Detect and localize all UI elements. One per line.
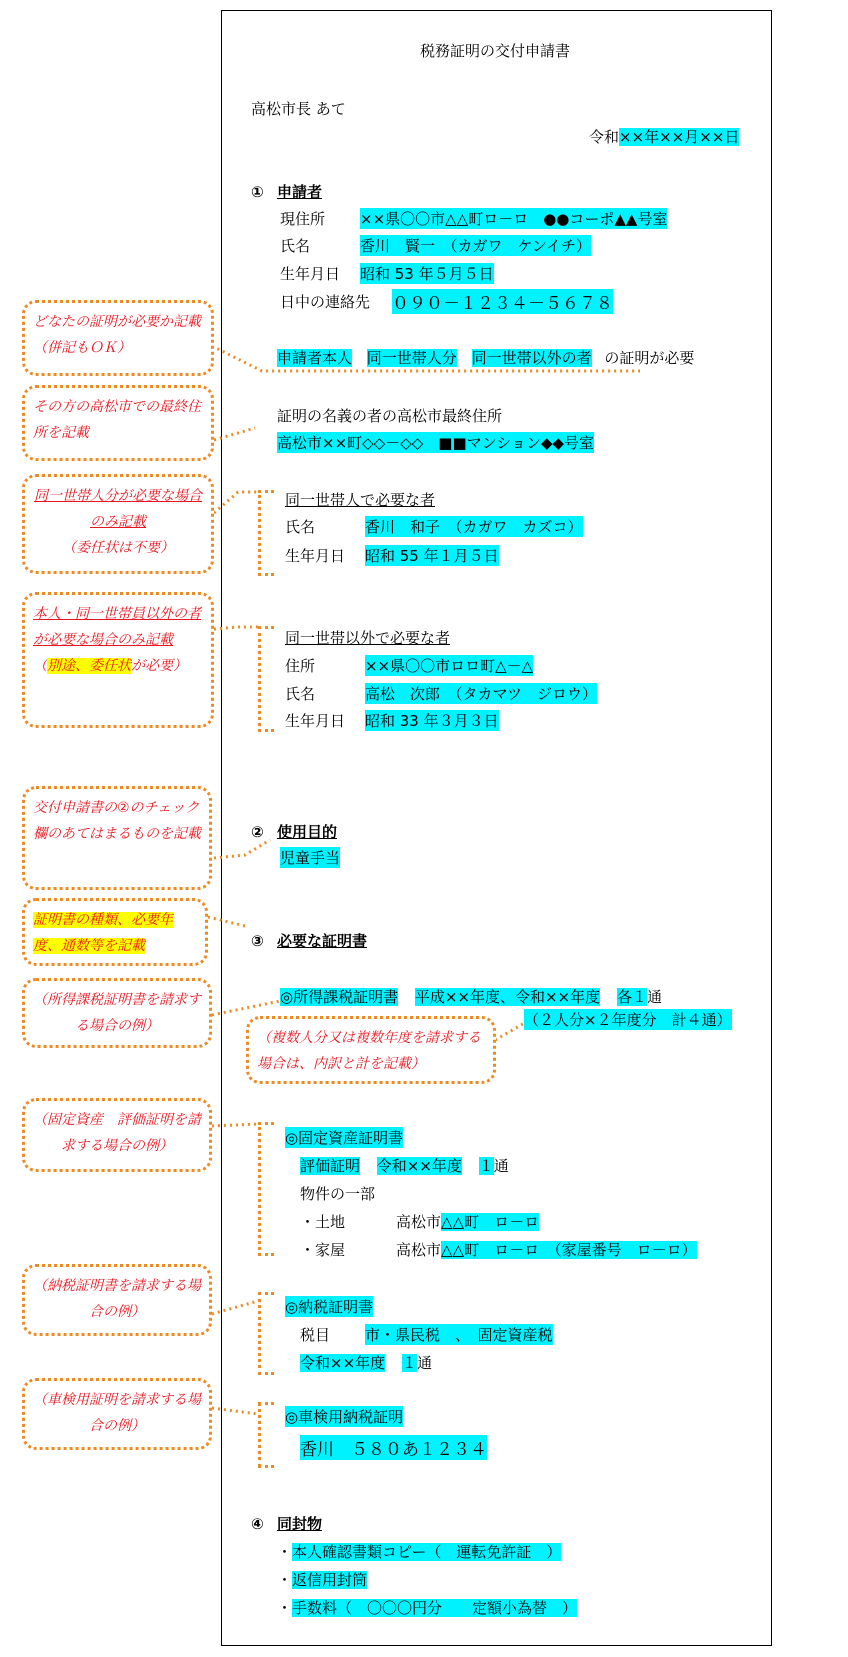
scope-household: 同一世帯人分 xyxy=(366,349,457,367)
applicant-birth-label: 生年月日 xyxy=(280,265,341,283)
section1-number: ① xyxy=(251,183,264,201)
enclosure-text: 返信用封筒 xyxy=(292,1571,368,1589)
section3-number: ③ xyxy=(251,932,264,950)
note-text: その方の高松市での最終住所を記載 xyxy=(33,399,201,441)
note-text: （納税証明書を請求する場合の例） xyxy=(33,1278,201,1320)
enclosure-text: 本人確認書類コピー（ 運転免許証 ） xyxy=(292,1543,562,1561)
enclosure-bullet: ・ xyxy=(277,1543,293,1561)
income-cert-breakdown: （２人分×２年度分 計４通） xyxy=(524,1011,732,1029)
note-tail: が必要） xyxy=(131,658,187,674)
note-other-person xyxy=(22,592,214,728)
note-text: 交付申請書の②のチェック欄のあてはまるものを記載 xyxy=(33,800,201,842)
note-purpose xyxy=(22,786,212,890)
other-birth: 昭和 33 年３月３日 xyxy=(365,712,499,730)
applicant-address: ××県〇〇市△△町ロ－ロ ●●コーポ▲▲号室 xyxy=(360,210,668,228)
section3-title: 必要な証明書 xyxy=(276,932,367,950)
vehicle-cert-title: ◎車検用納税証明 xyxy=(285,1408,404,1426)
section1-title: 申請者 xyxy=(276,183,322,201)
note-open-paren: （ xyxy=(33,658,47,674)
asset-eval-count: １ xyxy=(478,1157,494,1175)
section1-heading xyxy=(251,181,322,202)
asset-eval-label: 評価証明 xyxy=(300,1157,361,1175)
date-prefix: 令和 xyxy=(589,128,620,146)
asset-house-city: 高松市 xyxy=(396,1241,442,1259)
section4-heading xyxy=(251,1513,322,1534)
asset-land-value xyxy=(396,1211,539,1232)
section4-number: ④ xyxy=(251,1515,264,1533)
income-cert-line xyxy=(280,986,662,1007)
enclosure-item xyxy=(277,1597,577,1618)
tax-item-label: 税目 xyxy=(300,1326,331,1344)
scope-other: 同一世帯以外の者 xyxy=(471,349,592,367)
tax-count: １ xyxy=(401,1354,417,1372)
scope-suffix: の証明が必要 xyxy=(604,349,695,367)
tax-cert-title: ◎納税証明書 xyxy=(285,1298,374,1316)
asset-eval-year: 令和××年度 xyxy=(376,1157,462,1175)
asset-part-label: 物件の一部 xyxy=(300,1185,376,1203)
asset-eval-unit: 通 xyxy=(493,1157,509,1175)
bracket-vehicle xyxy=(258,1402,274,1468)
asset-house-label: ・家屋 xyxy=(300,1241,346,1259)
applicant-contact: ０９０－１２３４－５６７８ xyxy=(392,289,613,314)
note-text: （固定資産 評価証明を請求する場合の例） xyxy=(33,1112,201,1154)
note-last-address xyxy=(22,385,214,461)
note-income-example xyxy=(22,978,212,1048)
date-value: ××年××月××日 xyxy=(619,128,740,146)
income-cert-unit: 通 xyxy=(646,988,662,1006)
asset-house-value xyxy=(396,1239,697,1260)
applicant-contact-label: 日中の連絡先 xyxy=(280,293,371,311)
last-address-label: 証明の名義の者の高松市最終住所 xyxy=(277,407,503,425)
asset-land-label: ・土地 xyxy=(300,1213,346,1231)
household-birth-label: 生年月日 xyxy=(285,547,346,565)
asset-land-city: 高松市 xyxy=(396,1213,442,1231)
other-name-label: 氏名 xyxy=(285,685,316,703)
other-address-label: 住所 xyxy=(285,657,316,675)
note-subtext: （委任状は不要） xyxy=(62,540,174,556)
section2-heading xyxy=(251,821,337,842)
income-cert-count: 各１ xyxy=(616,988,647,1006)
note-asset-example xyxy=(22,1098,212,1172)
bracket-tax xyxy=(258,1292,274,1375)
tax-year: 令和××年度 xyxy=(300,1354,386,1372)
note-household xyxy=(22,474,214,574)
note-text: 同一世帯人分が必要な場合のみ記載 xyxy=(34,488,202,530)
asset-land-detail: △△町 ロ－ロ xyxy=(441,1213,540,1231)
note-who-needs-cert xyxy=(22,300,214,376)
section3-heading xyxy=(251,930,367,951)
household-birth: 昭和 55 年１月５日 xyxy=(365,547,499,565)
household-name: 香川 和子 （カガワ カズコ） xyxy=(365,518,583,536)
other-birth-label: 生年月日 xyxy=(285,712,346,730)
note-cert-types xyxy=(22,898,208,966)
bracket-other xyxy=(258,626,274,732)
income-cert-name: ◎所得課税証明書 xyxy=(280,988,399,1006)
other-name: 高松 次郎 （タカマツ ジロウ） xyxy=(365,685,598,703)
note-subtext xyxy=(33,653,203,679)
note-highlight: 別途、委任状 xyxy=(47,658,131,674)
note-vehicle-example xyxy=(22,1378,212,1450)
household-name-label: 氏名 xyxy=(285,518,316,536)
enclosure-bullet: ・ xyxy=(277,1599,293,1617)
note-text: （所得課税証明書を請求する場合の例） xyxy=(33,992,201,1034)
enclosure-bullet: ・ xyxy=(277,1571,293,1589)
note-text: （車検用証明を請求する場合の例） xyxy=(33,1392,201,1434)
applicant-name-label: 氏名 xyxy=(280,237,311,255)
note-text: 本人・同一世帯員以外の者が必要な場合のみ記載 xyxy=(33,606,201,648)
addressee: 高松市長 あて xyxy=(251,100,346,118)
date xyxy=(589,126,739,147)
bracket-asset xyxy=(258,1122,274,1256)
scope-self: 申請者本人 xyxy=(277,349,353,367)
enclosure-text: 手数料（ 〇〇〇円分 定額小為替 ） xyxy=(292,1599,578,1617)
note-text: （複数人分又は複数年度を請求する場合は、内訳と計を記載） xyxy=(257,1030,481,1072)
note-text: 証明書の種類、必要年度、通数等を記載 xyxy=(33,912,173,954)
tax-item-value: 市・県民税 、 固定資産税 xyxy=(365,1326,553,1344)
purpose-value: 児童手当 xyxy=(280,849,341,867)
income-cert-years: 平成××年度、令和××年度 xyxy=(414,988,601,1006)
household-heading: 同一世帯人で必要な者 xyxy=(285,491,436,509)
certificate-scope xyxy=(277,347,694,368)
other-address: ××県〇〇市ロロ町△－△ xyxy=(365,657,534,675)
applicant-birth: 昭和 53 年５月５日 xyxy=(360,265,494,283)
asset-cert-title: ◎固定資産証明書 xyxy=(285,1129,404,1147)
section2-title: 使用目的 xyxy=(276,823,337,841)
enclosure-item xyxy=(277,1569,367,1590)
applicant-address-label: 現住所 xyxy=(280,210,326,228)
section2-number: ② xyxy=(251,823,264,841)
applicant-name: 香川 賢一 （カガワ ケンイチ） xyxy=(360,237,592,255)
tax-year-line xyxy=(300,1352,432,1373)
asset-eval-line xyxy=(300,1155,509,1176)
vehicle-plate: 香川 ５８０あ１２３４ xyxy=(300,1435,487,1460)
other-heading: 同一世帯以外で必要な者 xyxy=(285,629,451,647)
last-address: 高松市××町◇◇－◇◇ ■■マンション◆◆号室 xyxy=(277,434,595,452)
document-title: 税務証明の交付申請書 xyxy=(420,42,571,60)
bracket-household xyxy=(258,490,274,576)
enclosure-item xyxy=(277,1541,561,1562)
note-multiple xyxy=(246,1016,496,1084)
tax-unit: 通 xyxy=(416,1354,432,1372)
note-text: どなたの証明が必要か記載（併記もＯＫ） xyxy=(33,314,201,356)
section4-title: 同封物 xyxy=(276,1515,322,1533)
note-tax-example xyxy=(22,1264,212,1336)
asset-house-detail: △△町 ロ－ロ （家屋番号 ロ－ロ） xyxy=(441,1241,697,1259)
